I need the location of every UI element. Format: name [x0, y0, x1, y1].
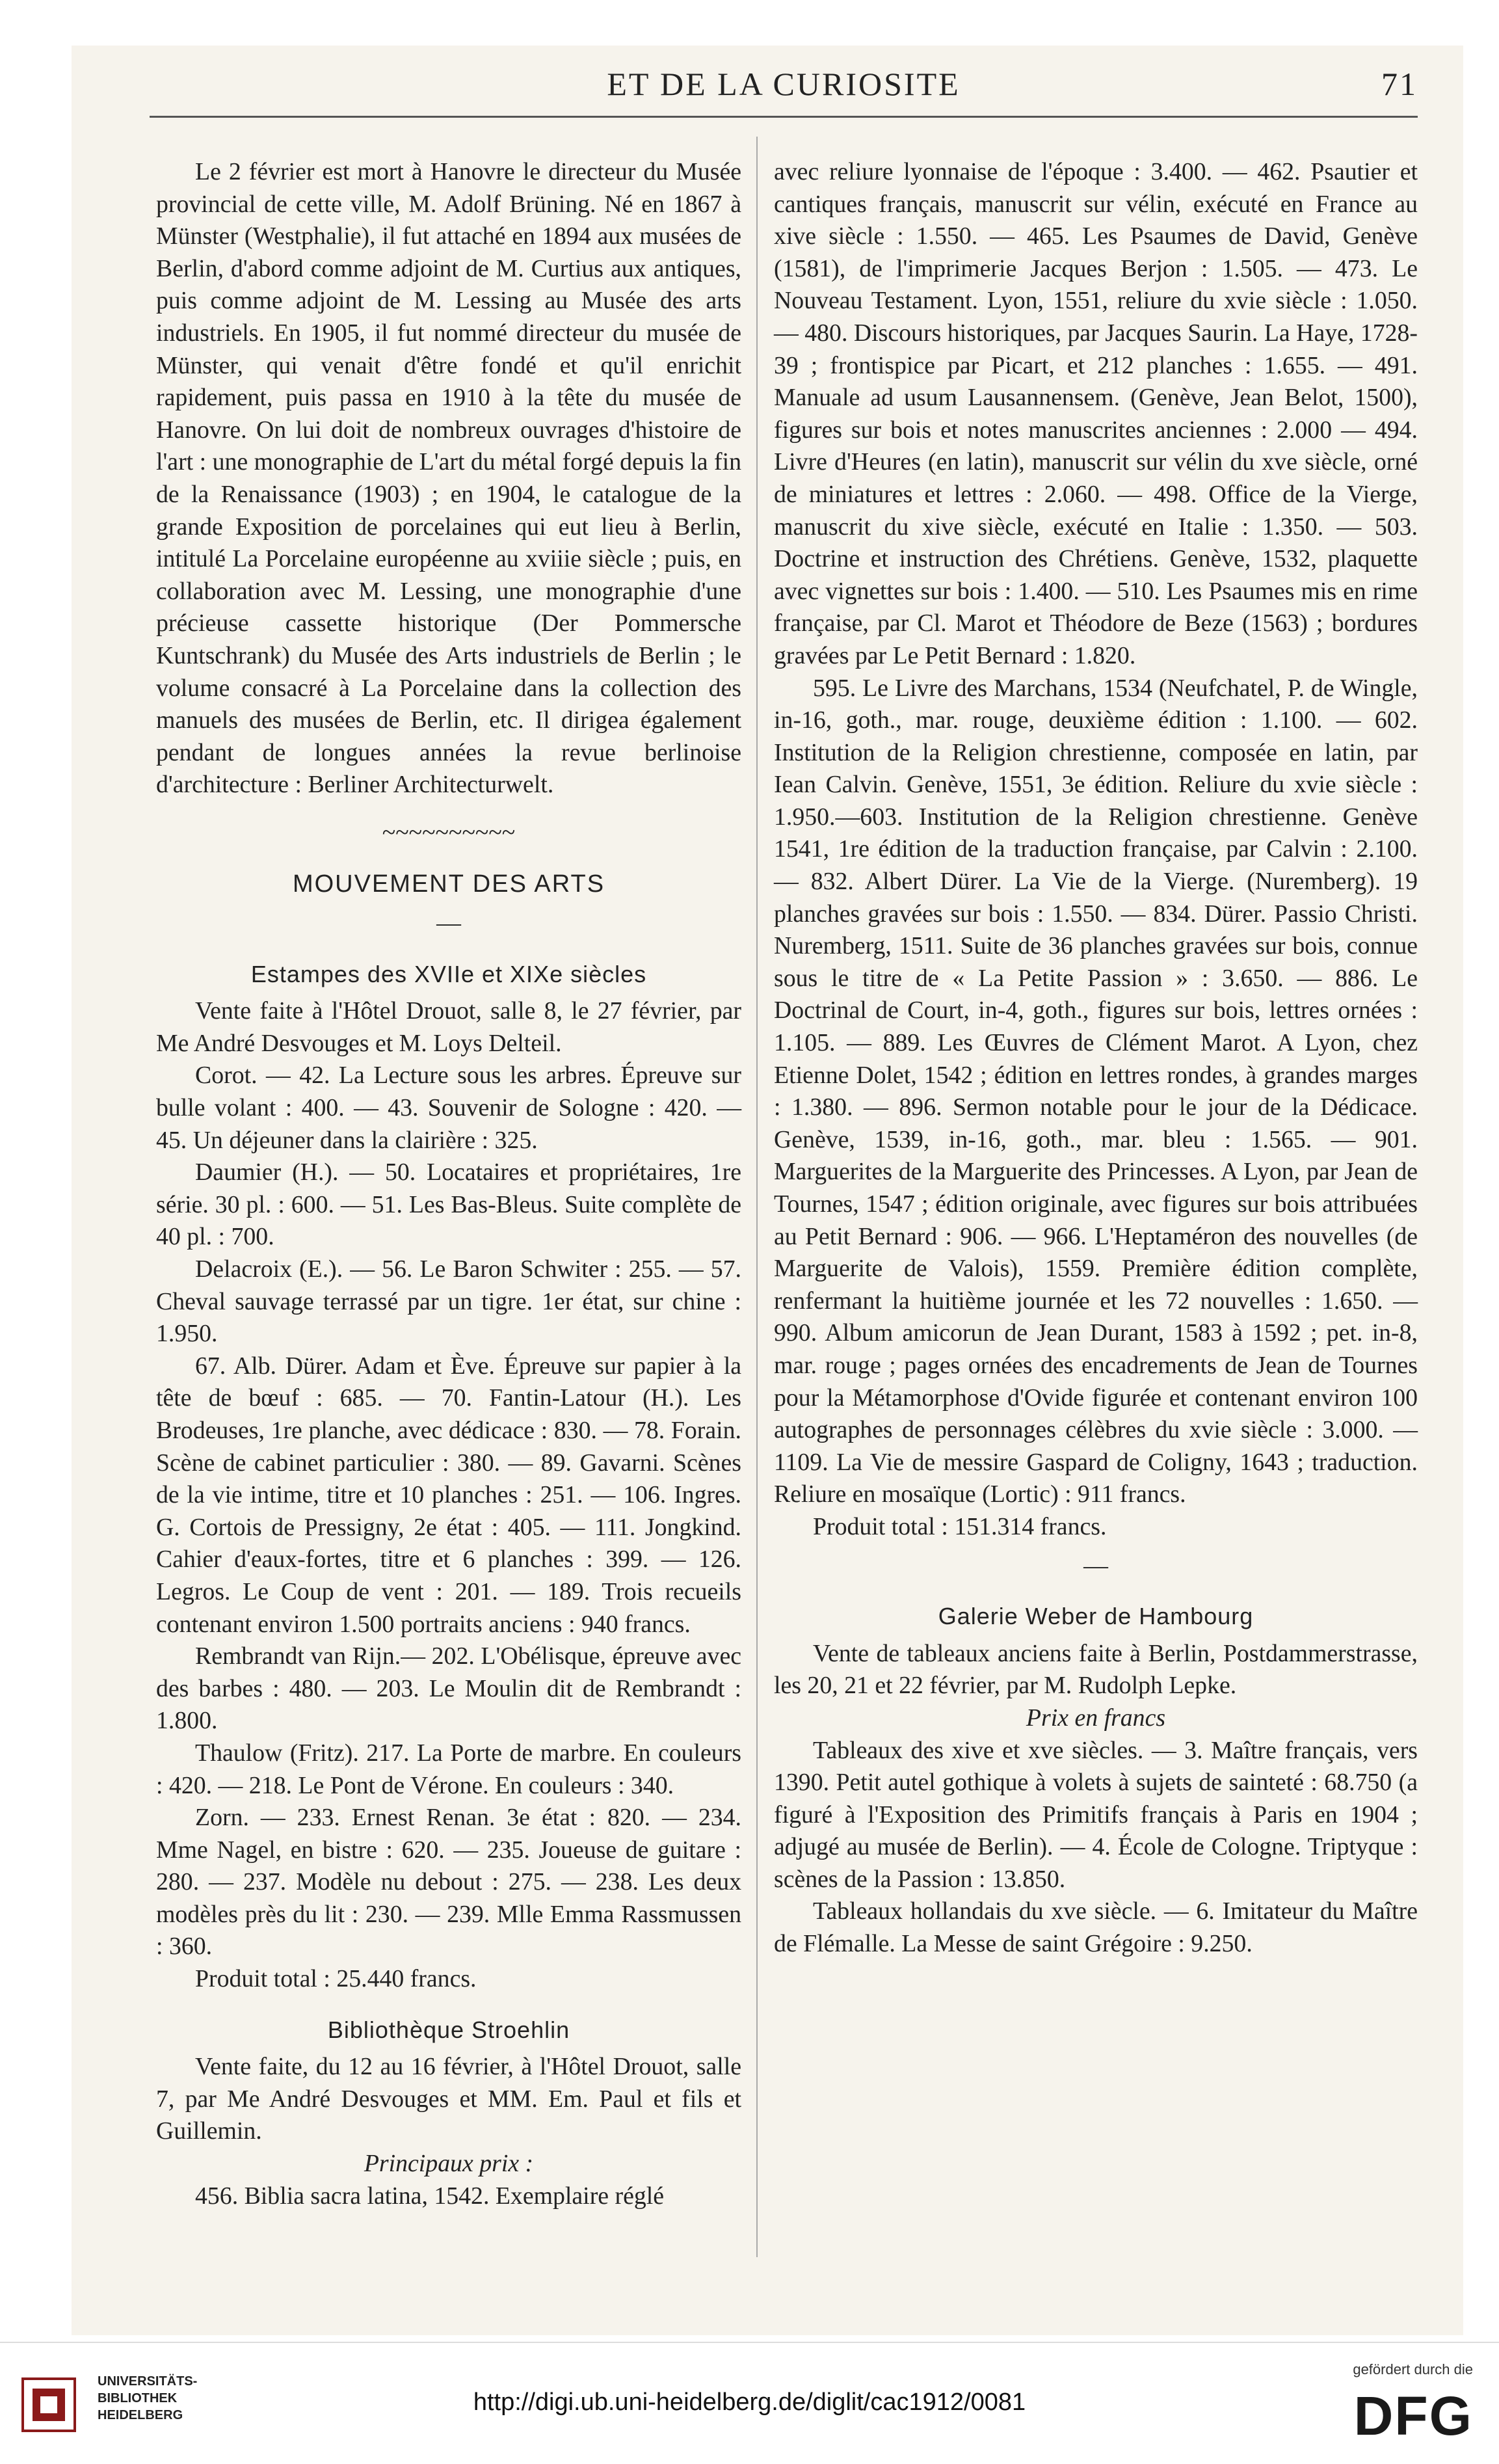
prices-label: Principaux prix :: [364, 2150, 534, 2178]
paragraph: Tableaux hollandais du xve siècle. — 6. Imitateur du Maître de Flémalle. La Messe de saint Grégoire : 9.250.: [774, 1897, 1418, 1958]
section-title: MOUVEMENT DES ARTS: [292, 870, 605, 898]
paragraph: Tableaux des xive et xve siècles. — 3. Maître français, vers 1390. Petit autel gothique à volets à sujets de sainteté : 68.750 (a figuré à l'Exposition des Primitifs français à Paris en 1904 ; adjugé au musée de Berlin). — 4. École de Cologne. Triptyque : scènes de la Passion : 13.850.: [774, 1736, 1418, 1893]
header-rule: [150, 116, 1418, 118]
paragraph: Thaulow (Fritz). 217. La Porte de marbre. En couleurs : 420. — 218. Le Pont de Vérone. En couleurs : 340.: [156, 1739, 741, 1799]
paragraph: Daumier (H.). — 50. Locataires et propriétaires, 1re série. 30 pl. : 600. — 51. Les Bas-Bleus. Suite complète de 40 pl. : 700.: [156, 1158, 741, 1251]
paragraph: Zorn. — 233. Ernest Renan. 3e état : 820. — 234. Mme Nagel, en bistre : 620. — 235. Joueuse de guitare : 280. — 237. Modèle nu debout : 275. — 238. Les deux modèles près du lit : 230. — 239. Mlle Emma Rassmussen : 360.: [156, 1804, 741, 1961]
paragraph: Rembrandt van Rijn.— 202. L'Obélisque, épreuve avec des barbes : 480. — 203. Le Moulin dit de Rembrandt : 1.800.: [156, 1642, 741, 1735]
obituary-paragraph: Le 2 février est mort à Hanovre le directeur du Musée provincial de cette ville, M. Adolf Brüning. Né en 1867 à Münster (Westphalie), il fut attaché en 1894 aux musées de Berlin, d'abord comme adjoint de M. Curtius aux antiques, puis comme adjoint de M. Lessing au Musée des arts industriels. En 1905, il fut nommé directeur du musée de Münster, qui venait d'être fondé et qu'il enrichit rapidement, puis passa en 1910 à la tête du musée de Hanovre. On lui doit de nombreux ouvrages d'histoire de l'art : une monographie de L'art du métal forgé depuis la fin de la Renaissance (1903) ; en 1904, le catalogue de la grande Exposition de porcelaines qui eut lieu à Berlin, intitulé La Porcelaine européenne au xviiie siècle ; puis, en collaboration avec M. Lessing, une monographie d'une précieuse cassette historique (Der Pommersche Kuntschrank) du Musée des Arts industriels de Berlin ; le volume consacré à La Porcelaine dans la collection des manuels des musées de Berlin, etc. Il dirigea également pendant de longues années la revue berlinoise d'architecture : Berliner Architecturwelt.: [156, 158, 741, 799]
right-column: [774, 156, 1418, 1961]
paragraph: Corot. — 42. La Lecture sous les arbres. Épreuve sur bulle volant : 400. — 43. Souvenir de Sologne : 420. — 45. Un déjeuner dans la clairière : 325.: [156, 1062, 741, 1154]
paragraph: 67. Alb. Dürer. Adam et Ève. Épreuve sur papier à la tête de bœuf : 685. — 70. Fantin-Latour (H.). Les Brodeuses, 1re planche, avec dédicace : 830. — 78. Forain. Scène de cabinet particulier : 380. — 89. Gavarni. Scènes de la vie intime, titre et 10 planches : 251. — 106. Ingres. G. Cortois de Pressigny, 2e état : 405. — 111. Jongkind. Cahier d'eaux-fortes, titre et 6 planches : 399. — 126. Legros. Le Coup de vent : 201. — 189. Trois recueils contenant environ 1.500 portraits anciens : 940 francs.: [156, 1352, 741, 1638]
paragraph: avec reliure lyonnaise de l'époque : 3.400. — 462. Psautier et cantiques français, manuscrit sur vélin, exécuté en France au xive siècle : 1.550. — 465. Les Psaumes de David, Genève (1581), de l'imprimerie Jacques Berjon : 1.505. — 473. Le Nouveau Testament. Lyon, 1551, reliure du xvie siècle : 1.050. — 480. Discours historiques, par Jacques Saurin. La Haye, 1728-39 ; frontispice par Picart, et 212 planches : 1.655. — 491. Manuale ad usum Lausannensem. (Genève, Jean Belot, 1500), figures sur bois et notes manuscrites anciennes : 2.000 — 494. Livre d'Heures (en latin), manuscrit sur vélin du xve siècle, orné de miniatures et lettres : 2.060. — 498. Office de la Vierge, manuscrit du xive siècle, exécuté en Italie : 1.350. — 503. Doctrine et instruction des Chrétiens. Genève, 1532, plaquette avec vignettes sur bois : 1.400. — 510. Les Psaumes mis en rime française, par Cl. Marot et Théodore de Beze (1563) ; bordures gravées par Le Petit Bernard : 1.820.: [774, 158, 1418, 669]
funded-by-text: gefördert durch die: [1353, 2361, 1473, 2377]
subheading-bibliotheque: Bibliothèque Stroehlin: [327, 2016, 570, 2043]
paragraph: Delacroix (E.). — 56. Le Baron Schwiter : 255. — 57. Cheval sauvage terrassé par un tigre. 1er état, sur chine : 1.950.: [156, 1255, 741, 1348]
dfg-logo: DFG: [1353, 2385, 1473, 2446]
dash-separator: —: [436, 909, 461, 937]
source-url[interactable]: http://digi.ub.uni-heidelberg.de/diglit/cac1912/0081: [473, 2389, 1026, 2416]
total-line: Produit total : 151.314 francs.: [813, 1512, 1107, 1540]
running-title: ET DE LA CURIOSITE: [607, 66, 961, 102]
prices-label: Prix en francs: [1026, 1704, 1166, 1732]
paragraph: Vente faite, du 12 au 16 février, à l'Hôtel Drouot, salle 7, par Me André Desvouges et MM. Em. Paul et fils et Guillemin.: [156, 2053, 741, 2145]
footer-bar: [0, 2342, 1499, 2464]
paragraph: Vente de tableaux anciens faite à Berlin, Postdammerstrasse, les 20, 21 et 22 février, par M. Rudolph Lepke.: [774, 1639, 1418, 1700]
left-column: [156, 156, 741, 2212]
dash-separator: —: [1083, 1551, 1108, 1579]
page-header: [150, 65, 1418, 111]
paragraph: Vente faite à l'Hôtel Drouot, salle 8, le 27 février, par Me André Desvouges et M. Loys Delteil.: [156, 997, 741, 1057]
paragraph: 595. Le Livre des Marchans, 1534 (Neufchatel, P. de Wingle, in-16, goth., mar. rouge, deuxième édition : 1.100. — 602. Institution de la Religion chrestienne, composée en latin, par Iean Calvin. Genève, 1551, 3e édition. Reliure du xvie siècle : 1.950.—603. Institution de la Religion chrestienne. Genève 1541, 1re édition de la traduction française, par Calvin : 2.100. — 832. Albert Dürer. La Vie de la Vierge. (Nuremberg). 19 planches gravées sur bois : 1.550. — 834. Dürer. Passio Christi. Nuremberg, 1511. Suite de 36 planches gravées sur bois, connue sous le titre de « La Petite Passion » : 3.650. — 886. Le Doctrinal de Court, in-4, goth., figures sur bois, lettres ornées : 1.105. — 889. Les Œuvres de Clément Marot. A Lyon, chez Etienne Dolet, 1542 ; édition en lettres rondes, à grandes marges : 1.380. — 896. Sermon notable pour le jour de la Dédicace. Genève, 1539, in-16, goth., mar. bleu : 1.565. — 901. Marguerites de la Marguerite des Princesses. A Lyon, par Jean de Tournes, 1547 ; édition originale, avec figures sur bois attribuées au Petit Bernard : 906. — 966. L'Heptaméron des nouvelles (de Marguerite de Valois), 1559. Première édition complète, renfermant la huitième journée et les 72 nouvelles : 1.650. — 990. Album amicorun de Jean Durant, 1583 à 1592 ; pet. in-8, mar. rouge ; pages ornées des encadrements de Jean de Tournes pour la Métamorphose d'Ovide figurée et contenant environ 100 autographes de personnages célèbres du xvie siècle : 3.000. — 1109. La Vie de messire Gaspard de Coligny, 1643 ; traduction. Reliure en mosaïque (Lortic) : 911 francs.: [774, 674, 1418, 1508]
subheading-galerie: Galerie Weber de Hambourg: [938, 1603, 1254, 1630]
column-divider: [756, 137, 758, 2257]
ornament: ~~~~~~~~~~: [382, 818, 516, 846]
subheading-estampes: Estampes des XVIIe et XIXe siècles: [250, 960, 647, 987]
paragraph: 456. Biblia sacra latina, 1542. Exemplaire réglé: [195, 2182, 665, 2210]
page-number: 71: [1381, 66, 1418, 102]
total-line: Produit total : 25.440 francs.: [195, 1965, 477, 1993]
library-name: UNIVERSITÄTS- BIBLIOTHEK HEIDELBERG: [98, 2374, 198, 2422]
